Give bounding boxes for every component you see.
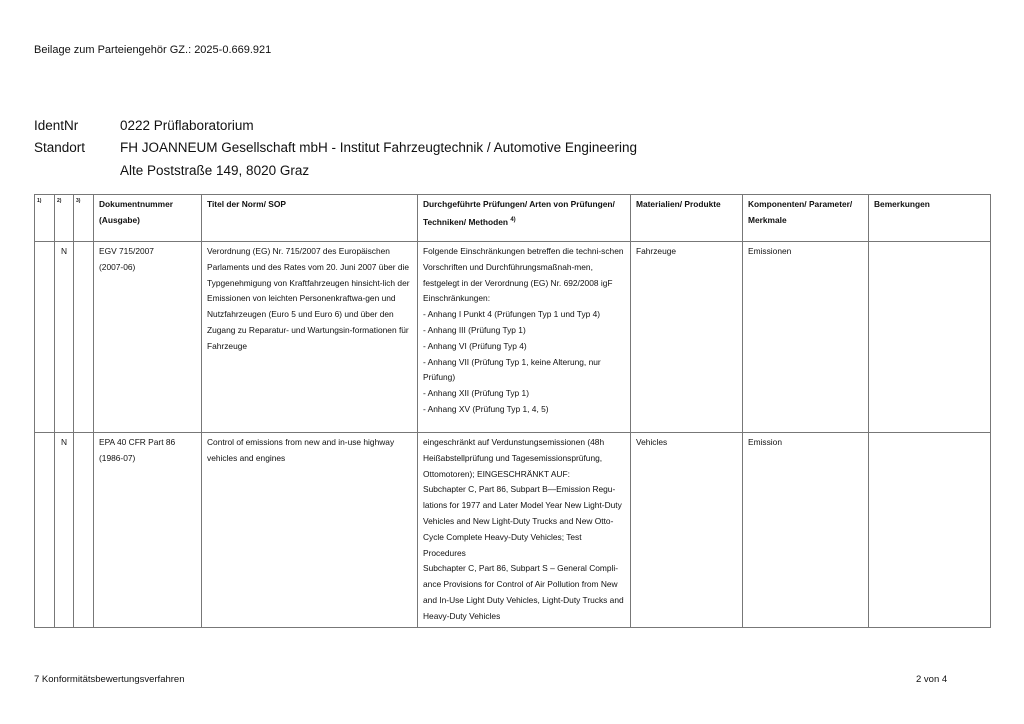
accreditation-table bbox=[34, 194, 991, 628]
tests-line: Subchapter C, Part 86, Subpart S – General Compli-ance Provisions for Control of Air Pollution from New and In-Use Light Duty Vehicles, Light-Duty Trucks and Heavy-Duty Vehicles bbox=[423, 563, 624, 621]
row-materials: Fahrzeuge bbox=[631, 242, 743, 433]
document-edition: (1986-07) bbox=[99, 452, 136, 463]
header-components: Komponenten/ Parameter/ Merkmale bbox=[743, 195, 869, 242]
row-title: Verordnung (EG) Nr. 715/2007 des Europäischen Parlaments und des Rates vom 20. Juni 2007 über die Typgenehmigung von Kraftfahrzeugen hinsicht-lich der Emissionen von leichten Personenkraftwa-gen und Nutzfahrzeugen (Euro 5 und Euro 6) und über den Zugang zu Reparatur- und Wartungsin-formationen für Fahrzeuge bbox=[202, 242, 418, 433]
header-tests-label: Durchgeführte Prüfungen/ Arten von Prüfungen/ Techniken/ Methoden bbox=[423, 199, 615, 227]
row-remarks bbox=[869, 242, 991, 433]
document-reference: Beilage zum Parteiengehör GZ.: 2025-0.669.921 bbox=[34, 44, 272, 56]
tests-line: Subchapter C, Part 86, Subpart B—Emission Regu-lations for 1977 and Later Model Year New Light-Duty Vehicles and New Light-Duty Trucks and New Otto-Cycle Complete Heavy-Duty Vehicles; Test Procedures bbox=[423, 484, 622, 558]
row-tests bbox=[418, 433, 631, 628]
header-col-3: 3) bbox=[74, 195, 94, 242]
row-title: Control of emissions from new and in-use highway vehicles and engines bbox=[202, 433, 418, 628]
row-col-3 bbox=[74, 433, 94, 628]
location-name: FH JOANNEUM Gesellschaft mbH - Institut Fahrzeugtechnik / Automotive Engineering bbox=[120, 140, 637, 155]
header-tests bbox=[418, 195, 631, 242]
header-remarks: Bemerkungen bbox=[869, 195, 991, 242]
row-components: Emission bbox=[743, 433, 869, 628]
tests-line: - Anhang I Punkt 4 (Prüfungen Typ 1 und Typ 4) bbox=[423, 309, 601, 320]
header-title: Titel der Norm/ SOP bbox=[202, 195, 418, 242]
row-materials: Vehicles bbox=[631, 433, 743, 628]
location-label: Standort bbox=[34, 140, 86, 155]
ident-line bbox=[34, 118, 254, 133]
footer-page-number: 2 von 4 bbox=[916, 674, 948, 685]
tests-line: - Anhang XII (Prüfung Typ 1) bbox=[423, 388, 529, 399]
header-tests-footnote: 4) bbox=[510, 216, 516, 223]
header-col-2: 2) bbox=[55, 195, 74, 242]
row-col-2: N bbox=[55, 433, 74, 628]
row-tests bbox=[418, 242, 631, 433]
tests-line: - Anhang VI (Prüfung Typ 4) bbox=[423, 340, 527, 351]
row-components: Emissionen bbox=[743, 242, 869, 433]
row-col-1 bbox=[35, 242, 55, 433]
row-col-1 bbox=[35, 433, 55, 628]
footer-section: 7 Konformitätsbewertungsverfahren bbox=[34, 674, 185, 685]
document-number: EGV 715/2007 bbox=[99, 246, 154, 256]
ident-label: IdentNr bbox=[34, 118, 79, 133]
ident-value: 0222 Prüflaboratorium bbox=[120, 118, 254, 133]
row-col-3 bbox=[74, 242, 94, 433]
header-document-number: Dokumentnummer (Ausgabe) bbox=[94, 195, 202, 242]
row-remarks bbox=[869, 433, 991, 628]
location-line bbox=[34, 140, 637, 155]
table-row bbox=[35, 242, 991, 433]
row-document-number bbox=[94, 433, 202, 628]
tests-line: Einschränkungen: bbox=[423, 293, 491, 304]
table-row bbox=[35, 433, 991, 628]
table-header-row bbox=[35, 195, 991, 242]
location-address: Alte Poststraße 149, 8020 Graz bbox=[120, 163, 310, 178]
tests-line: - Anhang III (Prüfung Typ 1) bbox=[423, 324, 526, 335]
tests-line: eingeschränkt auf Verdunstungsemissionen (48h Heißabstellprüfung und Tagesemissionsprüfung, Ottomotoren); EINGESCHRÄNKT AUF: bbox=[423, 437, 605, 479]
header-materials: Materialien/ Produkte bbox=[631, 195, 743, 242]
tests-line: - Anhang XV (Prüfung Typ 1, 4, 5) bbox=[423, 403, 549, 414]
tests-line: - Anhang VII (Prüfung Typ 1, keine Alterung, nur Prüfung) bbox=[423, 356, 601, 383]
row-document-number bbox=[94, 242, 202, 433]
document-edition: (2007-06) bbox=[99, 261, 136, 272]
tests-line: Folgende Einschränkungen betreffen die techni-schen Vorschriften und Durchführungsmaßnah-men, festgelegt in der Verordnung (EG) Nr. 692/2008 igF bbox=[423, 246, 624, 288]
document-number: EPA 40 CFR Part 86 bbox=[99, 437, 176, 447]
header-col-1: 1) bbox=[35, 195, 55, 242]
row-col-2: N bbox=[55, 242, 74, 433]
